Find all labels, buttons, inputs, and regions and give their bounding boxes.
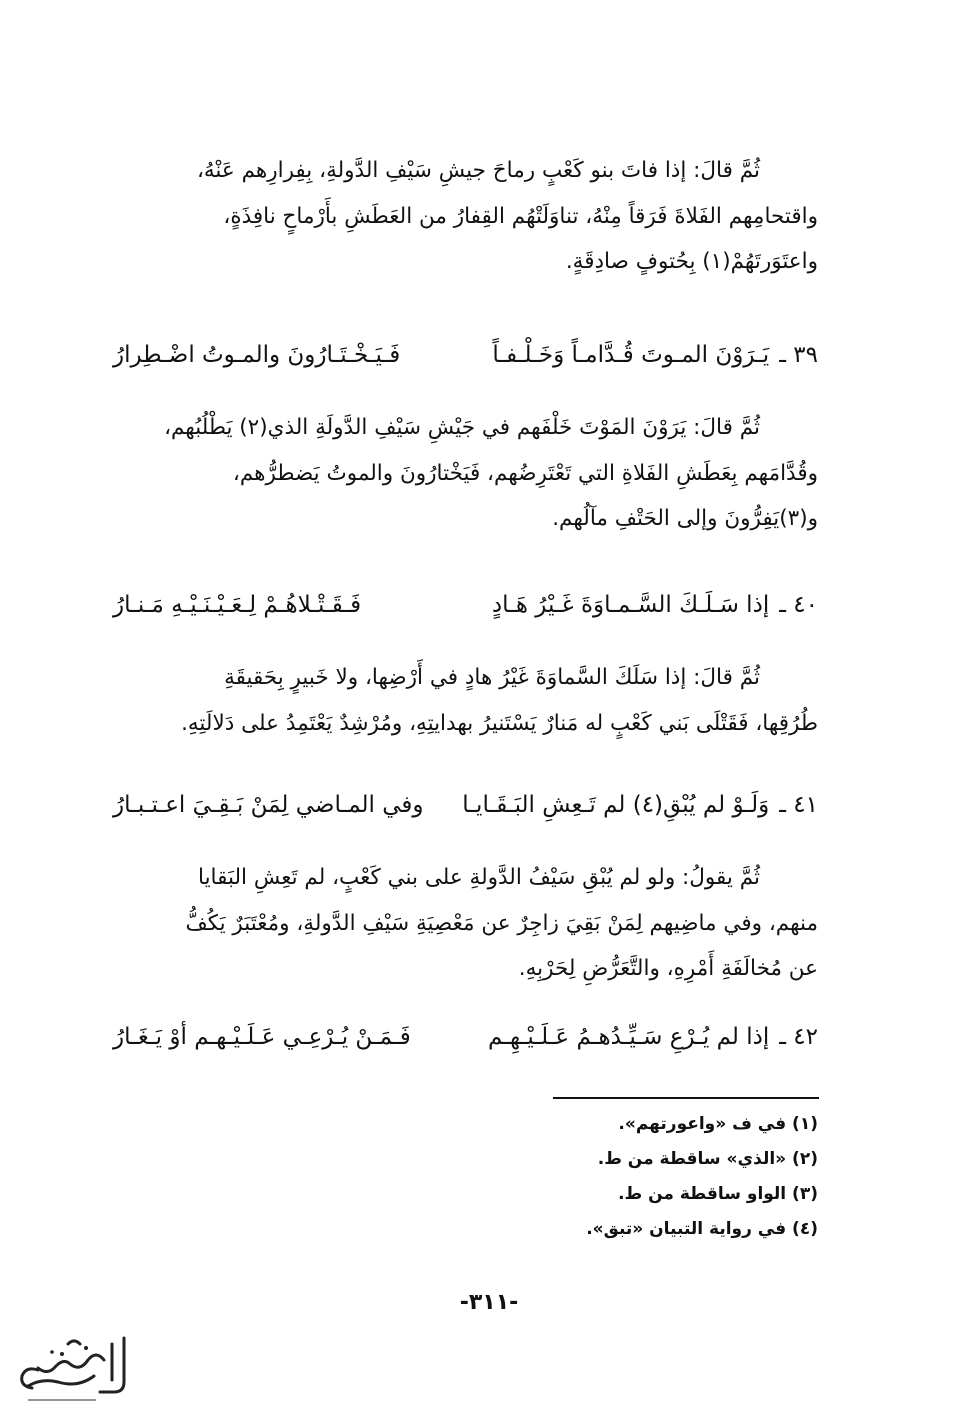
commentary-paragraph	[113, 148, 818, 285]
paragraph-line: واقتحامِهم الفَلاةَ فَرَقاً مِنْهُ، تناوَلَتْهُم القِفارُ من العَطَشِ بأَرْماحٍ نافِذَةٍ،	[223, 203, 818, 229]
verse-line	[113, 785, 818, 825]
commentary-paragraph	[113, 855, 818, 992]
calligraphy-stamp-logo	[8, 1330, 138, 1410]
paragraph-line: عن مُخالَفَةِ أَمْرِهِ، والتَّعَرُّضِ لِحَرْبِهِ.	[518, 956, 818, 981]
paragraph-line: ثُمَّ قالَ: إذا فاتَ بنو كَعْبٍ رماحَ جيشِ سَيْفِ الدَّولةِ، بِفِرارِهم عَنْهُ،	[196, 158, 760, 183]
page-number: -٣١١-	[459, 1290, 519, 1315]
verse-first-hemistich: إذا لم يُـرْعِ سَـيِّـدُهـمُ عَـلَـيْـهِـم	[488, 1024, 770, 1050]
footnote: (٤) في رواية التبيان «تبق».	[586, 1219, 818, 1239]
verse-number: ٣٩ ـ	[779, 342, 818, 368]
verse-number: ٤٠ ـ	[779, 592, 818, 618]
paragraph-line: طُرُقِها، فَقَتْلَى بَني كَعْبٍ له مَنارٌ يَسْتَنيرُ بهدايتِهِ، ومُرْشِدٌ يَعْتَمِدُ على دَلالَتِهِ.	[181, 710, 818, 736]
footnote-divider	[553, 1097, 819, 1099]
paragraph-line: وقُدَّامَهم بِعَطَشِ الفَلاةِ التي تَعْتَرِضُهم، فَيَخْتارُونَ والموتُ يَضطرُّهم،	[232, 460, 818, 486]
verse-line	[113, 335, 818, 375]
paragraph-line: ثُمَّ يقولُ: ولو لم يُبْقِ سَيْفُ الدَّولةِ على بني كَعْبٍ، لم تَعِشِ البَقايا	[198, 865, 760, 890]
footnote: (٣) الواو ساقطة من ط.	[618, 1184, 818, 1204]
verse-first-hemistich: يَـرَوْنَ المـوتَ قُـدَّامـاً وَخَـلْـفـاً	[492, 342, 770, 368]
verse-first-hemistich: وَلَـوْ لم يُبْقِ(٤) لم تَـعِشِ البَـقَـايـا	[462, 792, 770, 818]
paragraph-line: واعتَوَرتَهُمْ(١) بِحُتوفٍ صادِقَةٍ.	[565, 249, 818, 274]
paragraph-line: ثُمَّ قالَ: إذا سَلَكَ السَّماوَةَ غَيْرُ هادٍ في أَرْضِها، ولا خَبيرٍ بِحَقيقَةِ	[224, 665, 760, 690]
verse-line	[113, 1017, 818, 1057]
commentary-paragraph	[113, 405, 818, 542]
footnote: (٢) «الذي» ساقطة من ط.	[597, 1149, 818, 1169]
paragraph-line: و(٣)يَفِرُّونَ وإلى الحَتْفِ مآلُهم.	[552, 506, 818, 531]
paragraph-line: ثُمَّ قالَ: يَرَوْنَ المَوْتَ خَلْفَهم في جَيْشِ سَيْفِ الدَّولَةِ الذي(٢) يَطْلُبُهم،	[164, 415, 760, 440]
verse-second-hemistich: وفي المـاضي لِمَنْ بَـقِـيَ اعـتـبـارُ	[113, 792, 424, 818]
footnote: (١) في ف «واعورتهم».	[618, 1114, 818, 1134]
verse-number: ٤٢ ـ	[779, 1024, 818, 1050]
verse-line	[113, 585, 818, 625]
verse-number: ٤١ ـ	[779, 792, 818, 818]
verse-first-hemistich: إذا سَـلَـكَ السَّـمـاوَةَ غَـيْرُ هَـادٍ	[491, 592, 770, 618]
verse-second-hemistich: فَـمَـنْ يُـرْعِـي عَـلَـيْـهـم أوْ يَـغَـارُ	[113, 1024, 411, 1050]
commentary-paragraph	[113, 655, 818, 746]
verse-second-hemistich: فَـيَـخْـتَـارُونَ والمـوتُ اضْـطِرارُ	[113, 342, 401, 368]
verse-second-hemistich: فَـقَـتْـلاهُـمْ لِـعَـيْـنَـيْـهِ مَـنـارُ	[113, 592, 362, 618]
paragraph-line: منهم، وفي ماضِيهم لِمَنْ بَقِيَ زاجِرٌ عن مَعْصِيَةِ سَيْفِ الدَّولةِ، ومُعْتَبَرٌ يَكُفُّ	[185, 910, 818, 936]
